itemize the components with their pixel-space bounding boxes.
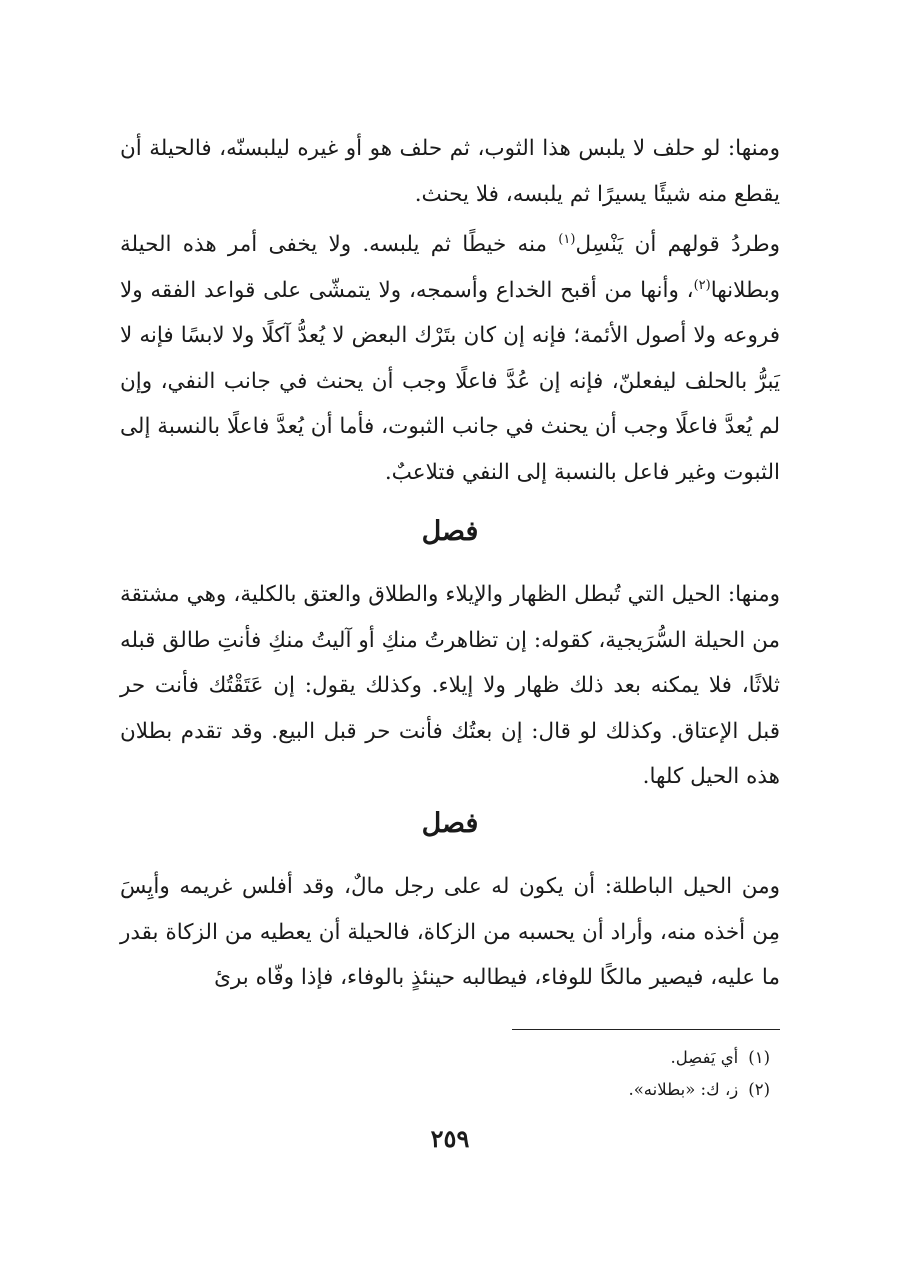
footnote-2-text: ز، ك: «بطلانه».	[628, 1080, 739, 1099]
paragraph-2-part-1: وطردُ قولهم أن يَنْسِل	[575, 232, 780, 257]
paragraph-3: ومنها: الحيل التي تُبطل الظهار والإيلاء والطلاق والعتق بالكلية، وهي مشتقة من الحيلة السُّرَيجية، كقوله: إن تظاهرتُ منكِ أو آليتُ منكِ فأنتِ طالق قبله ثلاثًا، فلا يمكنه بعد ذلك ظهار ولا إيلاء. وكذلك يقول: إن عَتَقْتُك فأنت حر قبل الإعتاق. وكذلك لو قال: إن بعتُك فأنت حر قبل البيع. وقد تقدم بطلان هذه الحيل كلها.	[120, 582, 780, 789]
footnotes	[120, 1042, 770, 1106]
paragraph-2	[120, 222, 780, 495]
footnote-ref-2[interactable]: (٢)	[693, 277, 711, 293]
paragraph-4: ومن الحيل الباطلة: أن يكون له على رجل مالٌ، وقد أفلس غريمه وأيِسَ مِن أخذه منه، وأراد أن يحسبه من الزكاة، فالحيلة أن يعطيه من الزكاة بقدر ما عليه، فيصير مالكًا للوفاء، فيطالبه حينئذٍ بالوفاء، فإذا وفّاه برئ	[120, 874, 780, 990]
footnote-1-number: (١)	[748, 1048, 770, 1067]
footnote-1-text: أي يَفصِل.	[670, 1048, 739, 1067]
page-number: ٢٥٩	[430, 1124, 470, 1153]
footnote-2	[120, 1074, 770, 1106]
footnote-ref-1[interactable]: (١)	[558, 231, 576, 247]
paragraph-1: ومنها: لو حلف لا يلبس هذا الثوب، ثم حلف هو أو غيره ليلبسنّه، فالحيلة أن يقطع منه شيئًا يسيرًا ثم يلبسه، فلا يحنث.	[120, 136, 780, 207]
section-heading-1: فصل	[421, 516, 479, 547]
footnote-divider	[512, 1029, 780, 1030]
footnote-2-number: (٢)	[748, 1080, 770, 1099]
paragraph-2-part-2: منه خيطًا ثم يلبسه. ولا يخفى أمر هذه الحيلة وبطلانها	[120, 232, 780, 303]
footnote-1	[120, 1042, 770, 1074]
section-heading-2: فصل	[421, 808, 479, 839]
paragraph-2-part-3: ، وأنها من أقبح الخداع وأسمجه، ولا يتمشّى على قواعد الفقه ولا فروعه ولا أصول الأئمة؛ فإنه إن كان بتَرْك البعض لا يُعدُّ آكلًا ولا لابسًا فإنه لا يَبرُّ بالحلف ليفعلنّ، فإنه إن عُدَّ فاعلًا وجب أن يحنث في جانب النفي، وإن لم يُعدَّ فاعلًا وجب أن يحنث في جانب الثبوت، فأما أن يُعدَّ فاعلًا بالنسبة إلى الثبوت وغير فاعل بالنسبة إلى النفي فتلاعبٌ.	[120, 277, 780, 485]
